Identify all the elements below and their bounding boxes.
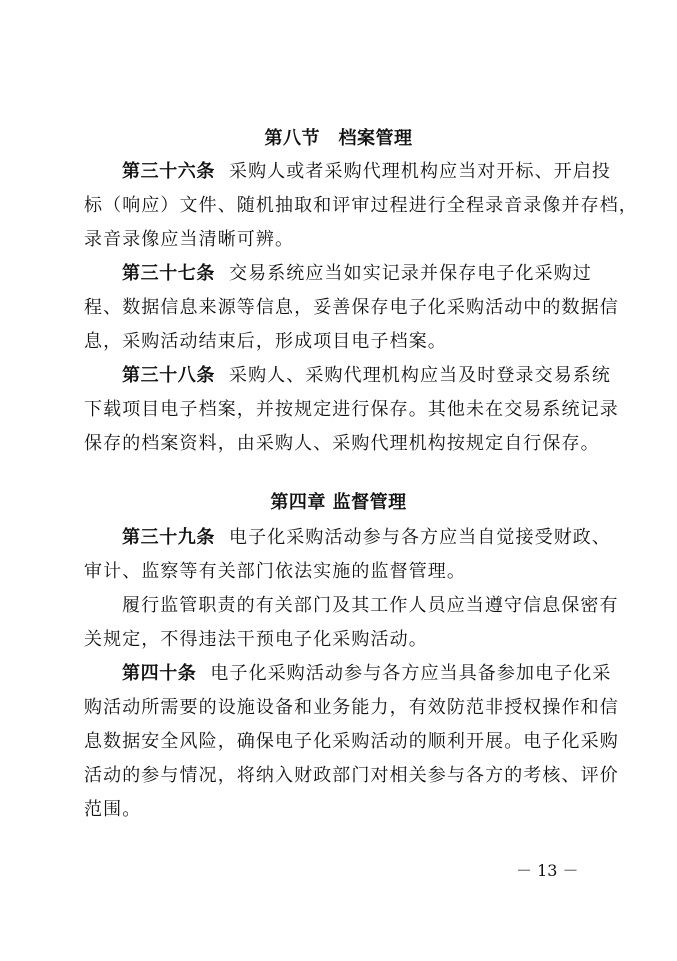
- article-39-line-1: [122, 526, 611, 550]
- article-37-text: 交易系统应当如实记录并保存电子化采购过: [229, 263, 592, 284]
- article-36-text: 采购人或者采购代理机构应当对开标、开启投: [229, 161, 611, 182]
- paragraph-line-1: 履行监管职责的有关部门及其工作人员应当遵守信息保密有: [122, 595, 619, 616]
- article-37-line-1: [122, 262, 594, 286]
- article-40-label: 第四十条: [122, 663, 197, 684]
- chapter-heading: 第四章 监督管理: [270, 492, 407, 513]
- article-36-line-3: 录音录像应当清晰可辨。: [84, 229, 295, 250]
- article-39-line-2: 审计、监察等有关部门依法实施的监督管理。: [84, 561, 466, 582]
- article-36-line-1: [122, 160, 611, 184]
- section-heading: 第八节 档案管理: [264, 128, 413, 149]
- paragraph-line-2: 关规定，不得违法干预电子化采购活动。: [84, 629, 428, 650]
- article-40-text: 电子化采购活动参与各方应当具备参加电子化采: [210, 663, 612, 684]
- article-37-line-3: 息，采购活动结束后，形成项目电子档案。: [84, 331, 447, 352]
- article-40-line-4: 活动的参与情况，将纳入财政部门对相关参与各方的考核、评价: [84, 765, 619, 786]
- article-39-text: 电子化采购活动参与各方应当自觉接受财政、: [229, 527, 611, 548]
- article-37-label: 第三十七条: [122, 263, 215, 284]
- page-number: － 13 －: [516, 861, 579, 880]
- article-40-line-5: 范围。: [84, 799, 142, 820]
- article-36-label: 第三十六条: [122, 161, 215, 182]
- article-36-line-2: 标（响应）文件、随机抽取和评审过程进行全程录音录像并存档，: [84, 195, 638, 216]
- article-38-line-1: [122, 364, 611, 388]
- article-39-label: 第三十九条: [122, 527, 215, 548]
- article-40-line-3: 息数据安全风险，确保电子化采购活动的顺利开展。电子化采购: [84, 731, 619, 752]
- article-38-line-2: 下载项目电子档案，并按规定进行保存。其他未在交易系统记录: [84, 399, 619, 420]
- article-38-label: 第三十八条: [122, 365, 215, 386]
- article-38-text: 采购人、采购代理机构应当及时登录交易系统: [229, 365, 611, 386]
- article-40-line-2: 购活动所需要的设施设备和业务能力，有效防范非授权操作和信: [84, 697, 619, 718]
- article-37-line-2: 程、数据信息来源等信息，妥善保存电子化采购活动中的数据信: [84, 297, 619, 318]
- article-38-line-3: 保存的档案资料，由采购人、采购代理机构按规定自行保存。: [84, 433, 600, 454]
- article-40-line-1: [122, 662, 612, 686]
